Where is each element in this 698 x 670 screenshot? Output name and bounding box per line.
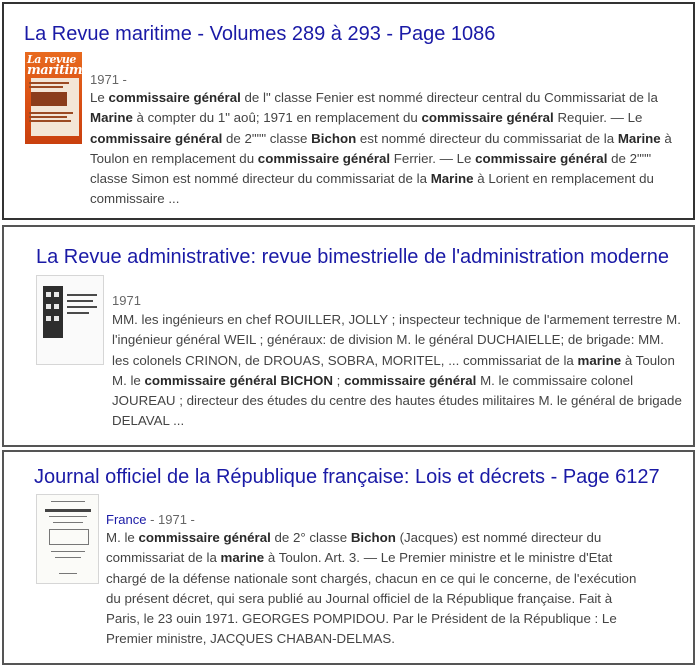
- highlighted-term: commissaire général: [138, 530, 271, 545]
- result-card-2: [2, 225, 695, 447]
- highlighted-term: Bichon: [350, 530, 396, 545]
- snippet-text: à compter du 1" aoû; 1971 en remplacement du: [132, 110, 422, 126]
- highlighted-term: commissaire général: [108, 90, 241, 105]
- highlighted-term: Marine: [430, 171, 474, 187]
- highlighted-term: commissaire général: [257, 150, 391, 166]
- snippet-text: de 2""" classe Simon est nommé directeur du commissariat de la: [90, 150, 652, 187]
- snippet-text: à Toulon M. le: [112, 352, 675, 388]
- snippet-text: à Toulon en remplacement du: [90, 130, 672, 166]
- snippet-text: M. le: [106, 530, 139, 545]
- cover-masthead: La revue maritime: [27, 53, 90, 78]
- snippet-text: ;: [332, 372, 345, 388]
- book-cover-thumbnail[interactable]: [25, 52, 90, 144]
- result-title-link[interactable]: Journal officiel de la République française: Lois et décrets - Page 6127: [34, 466, 660, 488]
- snippet-text: à Lorient en remplacement du commissaire ...: [90, 171, 654, 207]
- result-meta: 1971: [112, 293, 141, 308]
- result-meta: 1971 -: [90, 72, 127, 87]
- book-cover-thumbnail[interactable]: [36, 494, 99, 584]
- highlighted-term: Bichon: [311, 130, 357, 146]
- result-card-3: [2, 450, 695, 665]
- highlighted-term: marine: [220, 550, 265, 566]
- source-link[interactable]: France: [106, 512, 147, 527]
- highlighted-term: commissaire général: [421, 110, 554, 126]
- result-title-link[interactable]: La Revue maritime - Volumes 289 à 293 - Page 1086: [24, 23, 496, 45]
- highlighted-term: commissaire général: [90, 130, 223, 146]
- snippet-text: MM. les ingénieurs en chef ROUILLER, JOLLY ; inspecteur technique de l'armement terrestre M. l'ingénieur général WEIL ; généraux: de division M. le général DUCHAIELLE; de brigade: MM. les colonels CRINON, de DROUAS, SOBRA, MORITEL, ... commissariat de la: [112, 312, 681, 368]
- highlighted-term: Marine: [90, 110, 133, 126]
- snippet-text: Ferrier. — Le: [390, 150, 476, 166]
- snippet-text: M. le commissaire colonel JOUREAU ; directeur des études du centre des hautes études militaires M. le général de brigade DELAVAL ...: [112, 372, 682, 429]
- snippet-text: est nommé directeur du commissariat de la: [356, 130, 618, 146]
- result-snippet: [106, 528, 646, 650]
- snippet-text: Requier. — Le: [553, 110, 643, 126]
- snippet-text: de 2""" classe: [222, 130, 312, 146]
- snippet-text: à Toulon. Art. 3. — Le Premier ministre et le ministre d'Etat chargé de la défense nationale sont chargés, chacun en ce qui le concerne, de l'exécution du présent décret, qui sera publié au Journal officiel de la République française. Fait à Paris, le 23 ouin 1971. GEORGES POMPIDOU. Par le Président de la République : Le Premier ministre, JACQUES CHABAN-DELMAS.: [106, 550, 637, 647]
- highlighted-term: commissaire général: [344, 372, 477, 388]
- result-card-1: [2, 2, 695, 220]
- highlighted-term: commissaire général BICHON: [144, 372, 333, 388]
- result-meta: France - 1971 -: [106, 512, 195, 527]
- snippet-text: Le: [90, 90, 109, 105]
- highlighted-term: Marine: [617, 130, 661, 146]
- result-snippet: [90, 88, 690, 210]
- result-title-link[interactable]: La Revue administrative: revue bimestrielle de l'administration moderne: [36, 246, 670, 268]
- highlighted-term: marine: [577, 352, 622, 368]
- snippet-text: de 2° classe: [270, 530, 351, 545]
- snippet-text: de l" classe Fenier est nommé directeur central du Commissariat de la: [240, 90, 658, 105]
- result-snippet: [112, 310, 682, 432]
- highlighted-term: commissaire général: [475, 150, 608, 166]
- book-cover-thumbnail[interactable]: [36, 275, 104, 365]
- snippet-text: (Jacques) est nommé directeur du commissariat de la: [106, 530, 602, 566]
